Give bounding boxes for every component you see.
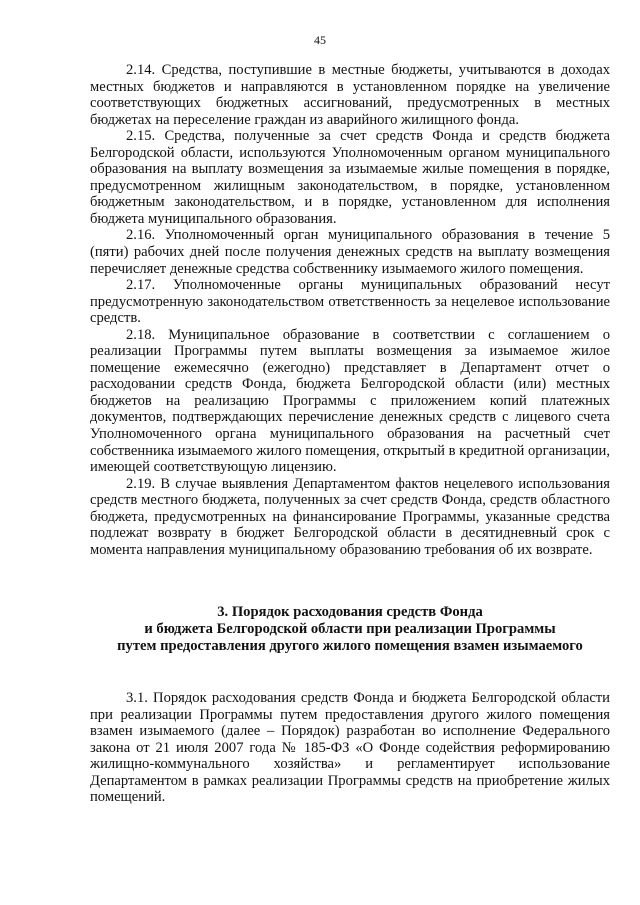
section-3-heading <box>90 604 610 654</box>
paragraph-2-19: 2.19. В случае выявления Департаментом фактов нецелевого использования средств местного бюджета, полученных за счет средств Фонда, средств областного бюджета, предусмотренных на финансирование Программы, указанные средства подлежат возврату в бюджет Белгородской области в десятидневный срок с момента направления муниципальному образованию требования об их возврате. <box>90 475 610 558</box>
paragraph-2-18: 2.18. Муниципальное образование в соответствии с соглашением о реализации Программы путем выплаты возмещения за изымаемое жилое помещение ежемесячно (ежегодно) представляет в Департамент отчет о расходовании средств Фонда, бюджета Белгородской области (или) местных бюджетов на реализацию Программы с приложением копий платежных документов, подтверждающих перечисление денежных средств с лицевого счета Уполномоченного органа муниципального образования на расчетный счет собственника изымаемого жилого помещения, открытый в кредитной организации, имеющей соответствующую лицензию. <box>90 326 610 476</box>
paragraph-2-17: 2.17. Уполномоченные органы муниципальных образований несут предусмотренную законодательством ответственность за нецелевое использование средств. <box>90 277 610 327</box>
paragraph-2-16: 2.16. Уполномоченный орган муниципального образования в течение 5 (пяти) рабочих дней после получения денежных средств на выплату возмещения перечисляет денежные средства собственнику изымаемого жилого помещения. <box>90 227 610 277</box>
section-heading-line-2: и бюджета Белгородской области при реализации Программы <box>144 620 556 637</box>
paragraph-3-1: 3.1. Порядок расходования средств Фонда и бюджета Белгородской области при реализации Программы путем предоставления другого жилого помещения взамен изымаемого (далее – Порядок) разработан во исполнение Федерального закона от 21 июля 2007 года № 185-ФЗ «О Фонде содействия реформированию жилищно-коммунального хозяйства» и регламентирует использование Департаментом в рамках реализации Программы средств на приобретение жилых помещений. <box>90 690 610 806</box>
page-number: 45 <box>314 33 326 47</box>
section-heading-line-3: путем предоставления другого жилого помещения взамен изымаемого <box>117 637 583 654</box>
paragraph-2-15: 2.15. Средства, полученные за счет средств Фонда и средств бюджета Белгородской области, используются Уполномоченным органом муниципального образования на выплату возмещения за изымаемые жилые помещения в порядке, предусмотренном жилищным законодательством, в порядке, установленном бюджетным законодательством, и в порядке, установленном для исполнения бюджета муниципального образования. <box>90 128 610 227</box>
section-3-body <box>90 690 610 806</box>
section-2-body <box>90 62 610 558</box>
section-heading-line-1: 3. Порядок расходования средств Фонда <box>217 604 483 620</box>
paragraph-2-14: 2.14. Средства, поступившие в местные бюджеты, учитываются в доходах местных бюджетов и направляются в установленном порядке на увеличение соответствующих бюджетных ассигнований, предусмотренных в местных бюджетах на переселение граждан из аварийного жилищного фонда. <box>90 62 610 128</box>
